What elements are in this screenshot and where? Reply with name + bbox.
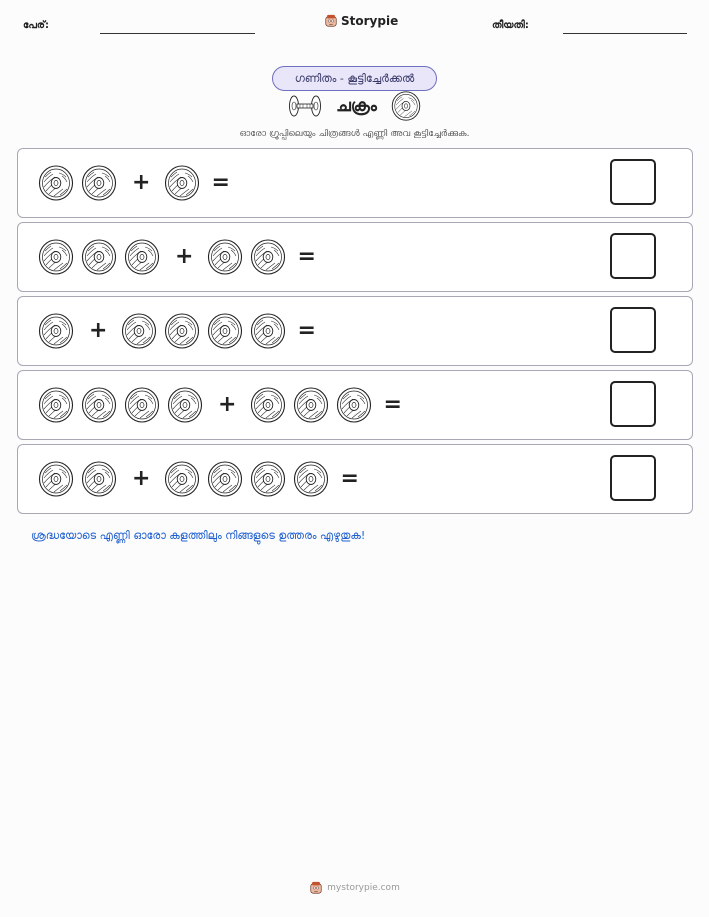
wheel-icon	[207, 313, 243, 349]
wheel-icon	[81, 165, 117, 201]
brand	[324, 14, 398, 28]
wheel-icon	[121, 313, 157, 349]
equals-sign: =	[383, 392, 402, 417]
plus-sign: +	[218, 392, 237, 417]
answer-box[interactable]	[610, 233, 656, 279]
storypie-logo-icon	[324, 14, 338, 28]
topic-pill: ഗണിതം - കൂട്ടിച്ചേർക്കൽ	[272, 66, 437, 91]
brand-name: Storypie	[341, 14, 399, 28]
equation	[38, 297, 330, 365]
wheel-icon	[38, 313, 74, 349]
wheel-icon	[38, 165, 74, 201]
equals-sign: =	[211, 170, 230, 195]
equation	[38, 371, 416, 439]
wheel-icon	[124, 239, 160, 275]
date-label: തീയതി:	[492, 20, 529, 31]
wheel-icon	[81, 461, 117, 497]
equation	[38, 223, 330, 291]
wheel-icon	[38, 239, 74, 275]
wheel-icon	[164, 461, 200, 497]
wheel-icon	[38, 387, 74, 423]
wheel-icon	[336, 387, 372, 423]
problem-row	[17, 222, 693, 292]
problem-row	[17, 148, 693, 218]
site-url: mystorypie.com	[327, 883, 400, 893]
plus-sign: +	[89, 318, 108, 343]
wheel-axle-icon	[288, 94, 322, 118]
equals-sign: =	[340, 466, 359, 491]
wheel-icon	[207, 239, 243, 275]
wheel-icon	[81, 239, 117, 275]
instruction: ഓരോ ഗ്രൂപ്പിലെയും ചിത്രങ്ങൾ എണ്ണി അവ കൂട്ടിച്ചേർക്കുക.	[239, 129, 470, 139]
equals-sign: =	[297, 318, 316, 343]
wheel-icon	[391, 91, 421, 121]
problem-row	[17, 370, 693, 440]
plus-sign: +	[132, 170, 151, 195]
plus-sign: +	[132, 466, 151, 491]
equation	[38, 149, 244, 217]
problem-row	[17, 444, 693, 514]
answer-box[interactable]	[610, 159, 656, 205]
answer-box[interactable]	[610, 307, 656, 353]
wheel-icon	[250, 461, 286, 497]
wheel-icon	[81, 387, 117, 423]
name-label: പേര്:	[23, 20, 49, 31]
wheel-icon	[250, 387, 286, 423]
wheel-icon	[124, 387, 160, 423]
wheel-icon	[38, 461, 74, 497]
answer-box[interactable]	[610, 381, 656, 427]
page-title: ചക്രം	[336, 96, 377, 116]
wheel-icon	[164, 313, 200, 349]
equation	[38, 445, 373, 513]
title-row	[0, 93, 709, 119]
wheel-icon	[164, 165, 200, 201]
name-line[interactable]	[100, 33, 255, 34]
wheel-icon	[293, 461, 329, 497]
problem-row	[17, 296, 693, 366]
wheel-icon	[250, 239, 286, 275]
wheel-icon	[293, 387, 329, 423]
wheel-icon	[167, 387, 203, 423]
date-line[interactable]	[563, 33, 687, 34]
storypie-logo-icon	[309, 881, 323, 895]
footer-note: ശ്രദ്ധയോടെ എണ്ണി ഓരോ കളത്തിലും നിങ്ങളുടെ ഉത്തരം എഴുതുക!	[31, 529, 366, 542]
equals-sign: =	[297, 244, 316, 269]
wheel-icon	[207, 461, 243, 497]
answer-box[interactable]	[610, 455, 656, 501]
plus-sign: +	[175, 244, 194, 269]
site-footer	[0, 881, 709, 895]
wheel-icon	[250, 313, 286, 349]
